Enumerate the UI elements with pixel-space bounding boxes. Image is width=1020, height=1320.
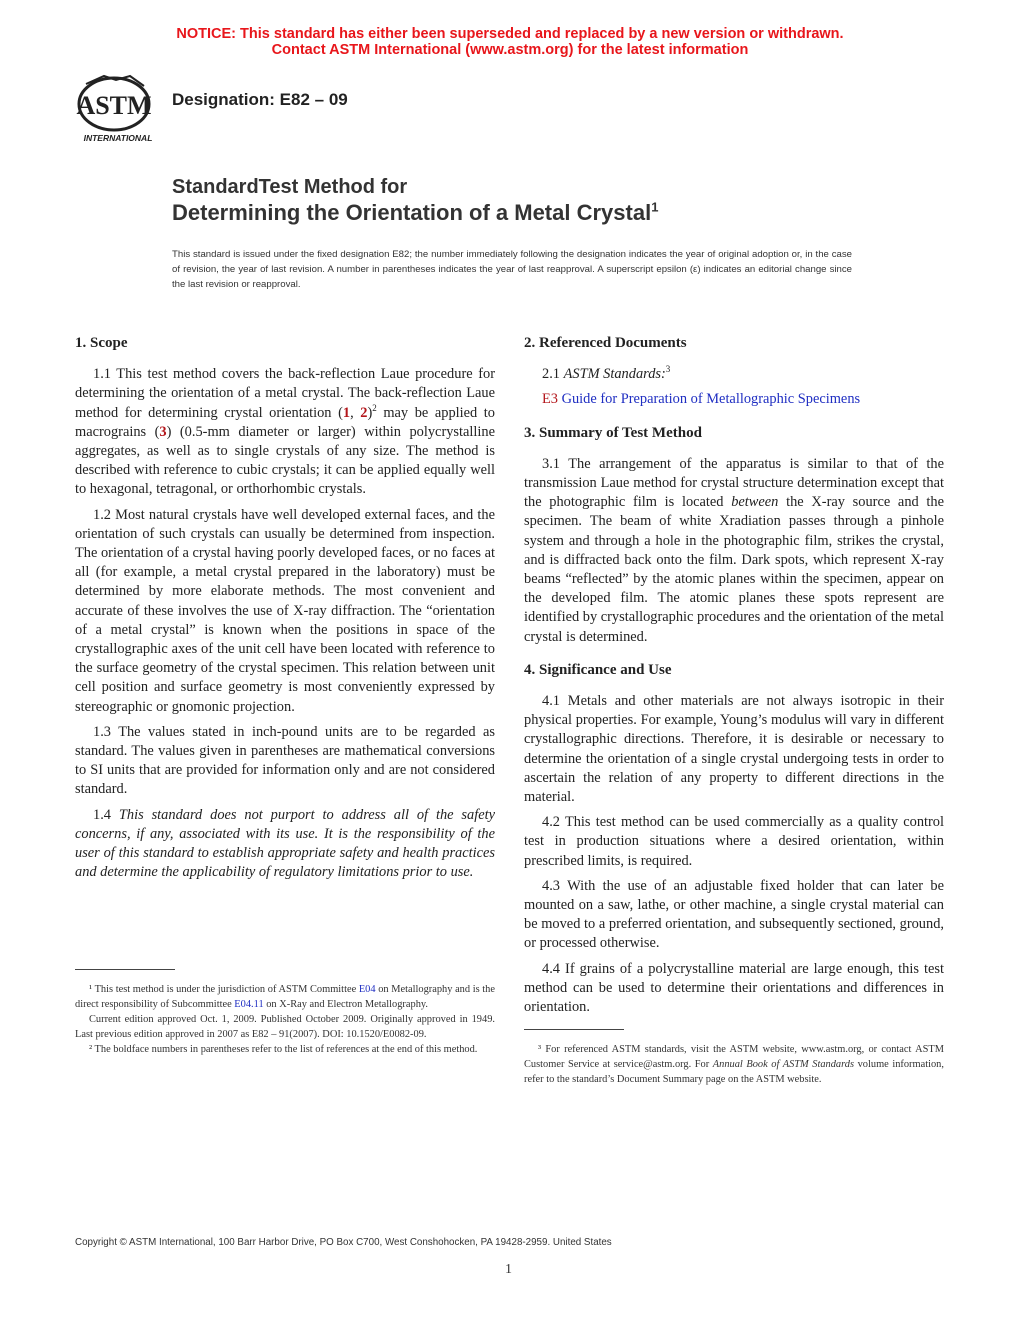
left-column — [75, 334, 495, 888]
page-number: 1 — [505, 1262, 512, 1277]
footnote-3-text-a: ³ For referenced ASTM standards, visit the ASTM website, www.astm.org, or contact ASTM Customer Service at service@astm.org. For — [524, 1044, 944, 1070]
footnote-1-edition: Current edition approved Oct. 1, 2009. Published October 2009. Originally approved in 1949. Last previous edition approved in 2007 as E82 – 91(2007). DOI: 10.1520/E0082-09. — [75, 1014, 495, 1040]
reference-1-link[interactable]: 1 — [342, 404, 351, 421]
section-1-1-text-b: may be applied to macrograins ( — [75, 404, 495, 440]
footnote-divider — [75, 969, 175, 970]
footnote-1 — [75, 982, 495, 1012]
section-3-1 — [524, 455, 944, 647]
title-line-1: StandardTest Method for — [172, 176, 408, 198]
logo-subtitle: INTERNATIONAL — [83, 133, 153, 143]
summary-heading: 3. Summary of Test Method — [524, 424, 702, 441]
section-2-1-number: 2.1 — [542, 366, 564, 383]
section-2-1 — [524, 365, 944, 384]
copyright-notice: Copyright © ASTM International, 100 Barr Harbor Drive, PO Box C700, West Conshohocken, PA 19428-2959. United States — [75, 1237, 612, 1248]
right-footnotes — [524, 1029, 944, 1087]
title-footnote-mark[interactable]: 1 — [651, 199, 659, 215]
scope-heading: 1. Scope — [75, 335, 128, 351]
astm-logo-icon — [74, 74, 164, 146]
logo-letters: ASTM — [76, 91, 152, 120]
significance-heading: 4. Significance and Use — [524, 661, 672, 678]
reference-2-link[interactable]: 2 — [360, 404, 368, 421]
left-footnotes — [75, 969, 495, 1057]
section-1-1-text-c: ) (0.5-mm diameter or larger) within polycrystalline aggregates, as well as to single crystals of any size. The method is described with reference to cubic crystals; it can be applied equally well to hexagonal, tetragonal, or orthorhombic crystals. — [75, 423, 495, 498]
astm-standards-label: ASTM Standards: — [563, 366, 666, 383]
footnote-1-text-c: on X-Ray and Electron Metallography. — [263, 999, 429, 1010]
footnote-1-text-b: on Metallography and is the direct responsibility of Subcommittee — [75, 984, 495, 1010]
designation: Designation: E82 – 09 — [172, 90, 348, 109]
title-text: Determining the Orientation of a Metal Crystal — [172, 200, 652, 225]
notice-line-2: Contact ASTM International (www.astm.org) for the latest information — [271, 42, 749, 58]
committee-e04-link[interactable]: E04 — [358, 984, 376, 995]
reference-3-link[interactable]: 3 — [159, 423, 167, 440]
subcommittee-e04-11-link[interactable]: E04.11 — [234, 999, 264, 1010]
withdrawal-notice — [0, 26, 1020, 58]
e3-code-link[interactable]: E3 — [542, 391, 558, 408]
footnote-3 — [524, 1042, 944, 1087]
footnote-2-mark[interactable]: 2 — [372, 402, 377, 413]
issuance-note: This standard is issued under the fixed designation E82; the number immediately following the designation indicates the year of original adoption or, in the case of revision, the year of last revision. A number in parentheses indicates the year of last reapproval. A superscript epsilon (ε) indicates an editorial change since the last revision or reapproval. — [172, 249, 852, 290]
section-3-1-text-b: the X-ray source and the specimen. The beam of white Xradiation passes through a pinhole system and through a hole in the photographic film, strikes the crystal, and is diffracted back onto the film. Dark spots, which represent X-ray beams “reflected” by the atomic planes within the specimen, appear on the developed film. The atomic planes these spots represent are identified by crystallographic procedures and the orientation of the metal crystal is determined. — [524, 494, 944, 645]
e3-title-link[interactable]: Guide for Preparation of Metallographic Specimens — [558, 391, 861, 408]
section-1-1 — [75, 365, 495, 499]
section-1-4-caveat: This standard does not purport to address all of the safety concerns, if any, associated with its use. It is the responsibility of the user of this standard to establish appropriate safety and health practices and determine the applicability of regulatory limitations prior to use. — [75, 806, 495, 881]
footnote-divider-right — [524, 1029, 624, 1030]
right-column — [524, 334, 944, 1023]
footnote-2: ² The boldface numbers in parentheses refer to the list of references at the end of this method. — [89, 1044, 478, 1055]
ref-close: ) — [367, 404, 373, 421]
section-4-1: 4.1 Metals and other materials are not always isotropic in their physical properties. For example, Young’s modulus will vary in different crystallographic directions. Therefore, it is desirable or necessary to determine the orientation of a single crystal undergoing tests in order to ascertain the relation of any property to different directions in the material. — [524, 693, 944, 806]
section-1-2: 1.2 Most natural crystals have well developed external faces, and the orientation of such crystals can usually be determined from inspection. The orientation of a crystal having poorly developed faces, or no faces at all (for example, a metal crystal prepared in the laboratory) must be determined by more elaborate methods. The most convenient and accurate of these involves the use of X-ray diffraction. The “orientation of a metal crystal” is known when the positions in space of the crystallographic axes of the unit cell have been located with reference to the surface geometry of the crystal specimen. This relation between unit cell position and surface geometry is most conveniently expressed by stereographic or gnomonic projection. — [75, 506, 495, 715]
ref-separator: , — [350, 404, 361, 421]
section-1-3: 1.3 The values stated in inch-pound units are to be regarded as standard. The values given in parentheses are mathematical conversions to SI units that are provided for information only and are not considered standard. — [75, 723, 495, 798]
astm-logo — [74, 74, 164, 146]
section-3-1-emphasis: between — [731, 494, 779, 511]
section-1-1-text-a: 1.1 This test method covers the back-reflection Laue procedure for determining the orientation of a metal crystal. The back-reflection Laue method for determining crystal orientation ( — [75, 366, 495, 421]
section-3-1-text-a: 3.1 The arrangement of the apparatus is similar to that of the transmission Laue method for crystal structure determination except that the photographic film is located — [524, 455, 944, 511]
footnote-3-text-b: volume information, refer to the standard’s Document Summary page on the ASTM website. — [524, 1059, 944, 1085]
section-4-4: 4.4 If grains of a polycrystalline material are large enough, this test method can be used to determine their orientations and differences in orientation. — [524, 960, 944, 1016]
footnote-1-text-a: ¹ This test method is under the jurisdiction of ASTM Committee — [89, 984, 359, 995]
section-1-4 — [75, 806, 495, 883]
annual-book-title: Annual Book of ASTM Standards — [712, 1059, 855, 1070]
footnote-3-mark[interactable]: 3 — [665, 364, 671, 375]
referenced-documents-heading: 2. Referenced Documents — [524, 335, 687, 351]
section-1-4-number: 1.4 — [93, 806, 119, 823]
section-4-3: 4.3 With the use of an adjustable fixed holder that can later be mounted on a saw, lathe, or other machine, a single crystal material can be moved to a preferred orientation, and subsequently sectioned, ground, or processed otherwise. — [524, 877, 944, 952]
notice-line-1: NOTICE: This standard has either been superseded and replaced by a new version or withdrawn. — [176, 26, 844, 42]
e3-reference[interactable] — [524, 390, 944, 409]
title-line-2 — [172, 200, 658, 226]
section-4-2: 4.2 This test method can be used commercially as a quality control test in production situations where a desired orientation, within prescribed limits, is required. — [524, 814, 944, 869]
